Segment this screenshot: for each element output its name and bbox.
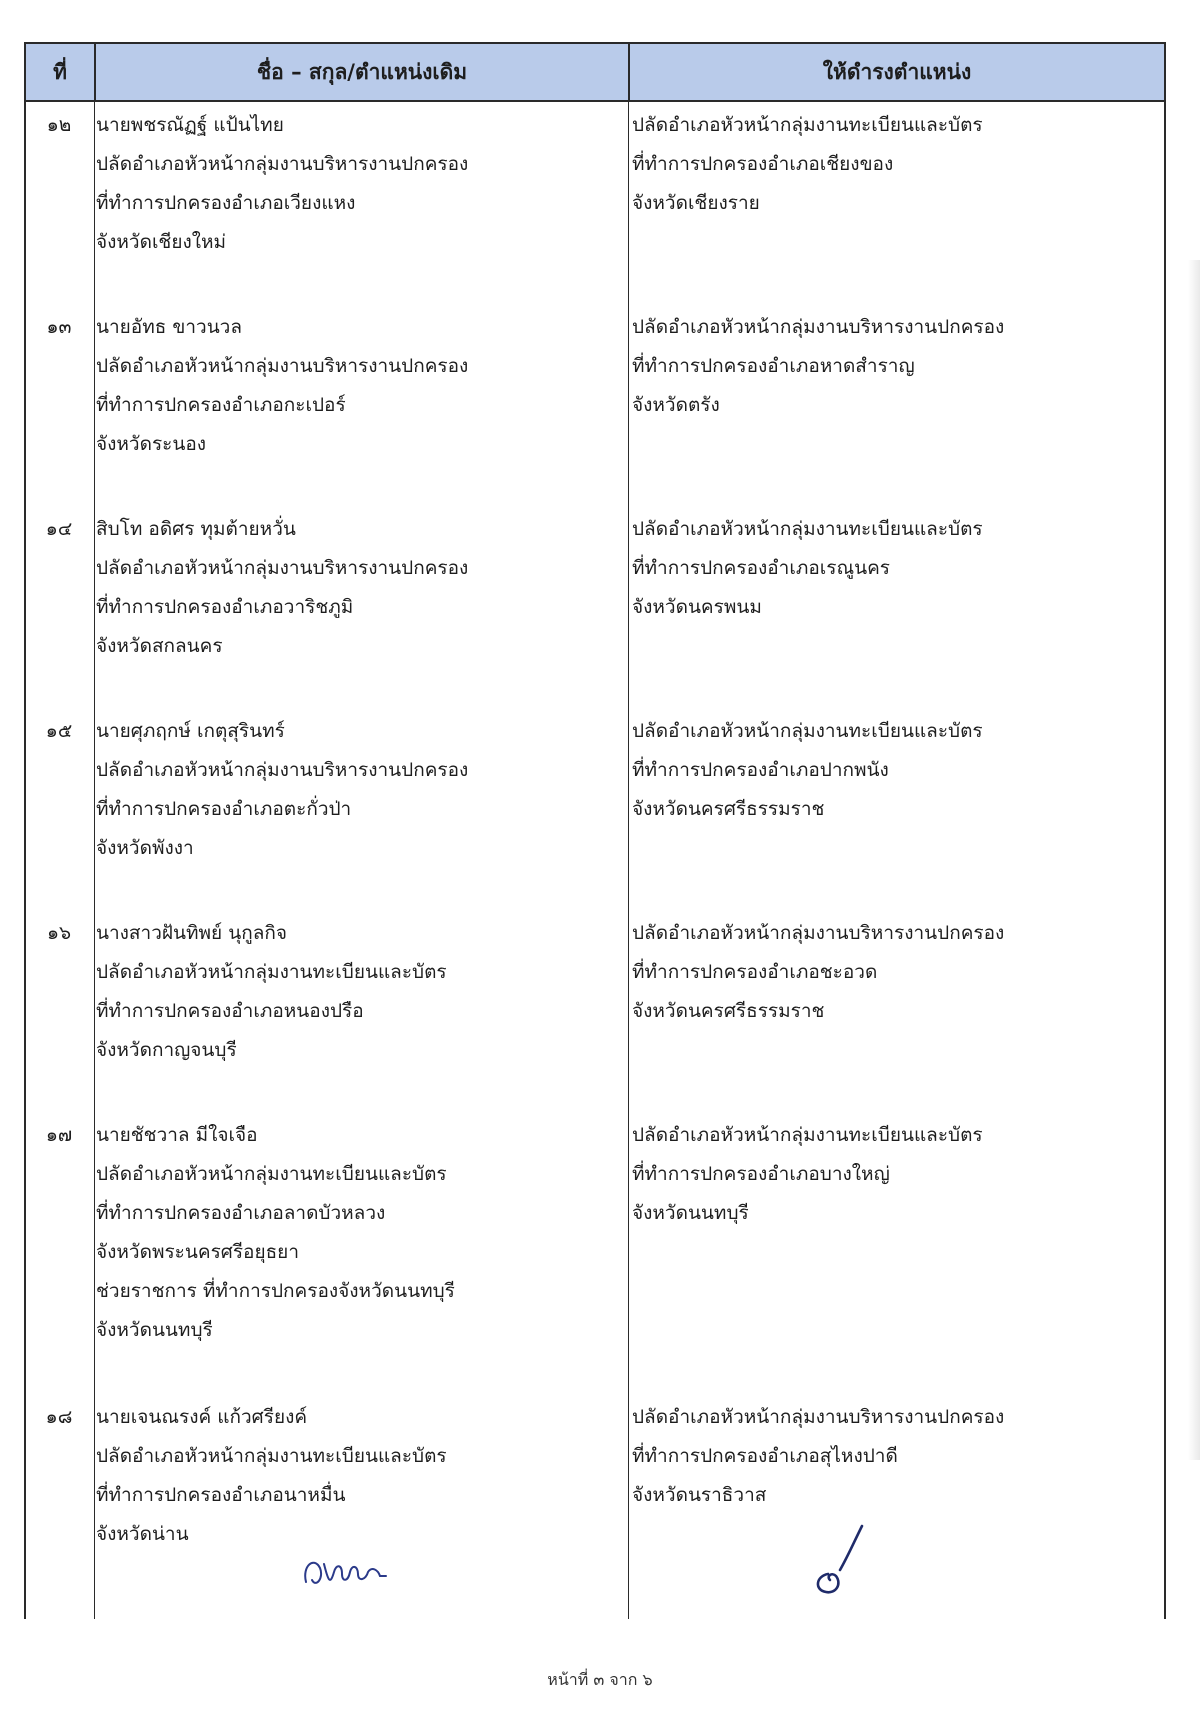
row-number: ๑๖ [46, 922, 72, 944]
new-position-line: จังหวัดนครศรีธรรมราช [632, 1000, 825, 1022]
old-position-line: จังหวัดพระนครศรีอยุธยา [96, 1241, 299, 1263]
old-position-cell [96, 914, 616, 1070]
old-position-line: จังหวัดพังงา [96, 837, 194, 859]
row-number: ๑๕ [45, 720, 73, 742]
new-position-cell [632, 914, 1162, 1031]
new-position-line: ปลัดอำเภอหัวหน้ากลุ่มงานทะเบียนและบัตร [632, 518, 983, 540]
person-name: นายชัชวาล มีใจเจือ [96, 1124, 258, 1146]
document-table [24, 42, 1166, 1619]
new-position-line: ปลัดอำเภอหัวหน้ากลุ่มงานทะเบียนและบัตร [632, 720, 983, 742]
new-position-cell [632, 712, 1162, 829]
row-number: ๑๔ [45, 518, 73, 540]
new-position-line: จังหวัดนนทบุรี [632, 1202, 749, 1224]
old-position-line: ปลัดอำเภอหัวหน้ากลุ่มงานทะเบียนและบัตร [96, 961, 447, 983]
old-position-line: ที่ทำการปกครองอำเภอนาหมื่น [96, 1484, 346, 1506]
old-position-line: ปลัดอำเภอหัวหน้ากลุ่มงานทะเบียนและบัตร [96, 1163, 447, 1185]
old-position-line: ปลัดอำเภอหัวหน้ากลุ่มงานบริหารงานปกครอง [96, 355, 469, 377]
old-position-line: ที่ทำการปกครองอำเภอลาดบัวหลวง [96, 1202, 386, 1224]
old-position-line: ปลัดอำเภอหัวหน้ากลุ่มงานบริหารงานปกครอง [96, 557, 469, 579]
old-position-line: จังหวัดระนอง [96, 433, 207, 455]
person-name: นายพชรณัฏฐ์ แป้นไทย [96, 114, 284, 136]
old-position-line: จังหวัดเชียงใหม่ [96, 231, 227, 253]
header-new-position: ให้ดำรงตำแหน่ง [822, 59, 972, 84]
person-name: นายอัทธ ขาวนวล [96, 316, 242, 338]
old-position-line: ช่วยราชการ ที่ทำการปกครองจังหวัดนนทบุรี [96, 1280, 455, 1302]
person-name: นางสาวฝันทิพย์ นุกูลกิจ [96, 922, 287, 944]
row-number: ๑๓ [46, 316, 72, 338]
old-position-line: ที่ทำการปกครองอำเภอวาริชภูมิ [96, 596, 354, 618]
row-number: ๑๘ [45, 1406, 73, 1428]
new-position-line: ปลัดอำเภอหัวหน้ากลุ่มงานบริหารงานปกครอง [632, 922, 1005, 944]
old-position-cell [96, 106, 616, 262]
old-position-line: จังหวัดกาญจนบุรี [96, 1039, 237, 1061]
old-position-cell [96, 1116, 616, 1350]
old-position-line: ที่ทำการปกครองอำเภอเวียงแหง [96, 192, 356, 214]
page-edge-shadow [1188, 260, 1200, 1460]
old-position-line: ปลัดอำเภอหัวหน้ากลุ่มงานบริหารงานปกครอง [96, 153, 469, 175]
person-name: นายเจนณรงค์ แก้วศรียงค์ [96, 1406, 308, 1428]
old-position-line: ที่ทำการปกครองอำเภอกะเปอร์ [96, 394, 346, 416]
old-position-line: ปลัดอำเภอหัวหน้ากลุ่มงานบริหารงานปกครอง [96, 759, 469, 781]
new-position-line: ที่ทำการปกครองอำเภอหาดสำราญ [632, 355, 915, 377]
new-position-line: จังหวัดเชียงราย [632, 192, 760, 214]
old-position-line: จังหวัดน่าน [96, 1523, 189, 1545]
old-position-line: ปลัดอำเภอหัวหน้ากลุ่มงานทะเบียนและบัตร [96, 1445, 447, 1467]
table-divider-1 [94, 42, 95, 1619]
new-position-line: จังหวัดนครศรีธรรมราช [632, 798, 825, 820]
table-divider-2 [628, 42, 629, 1619]
new-position-line: ปลัดอำเภอหัวหน้ากลุ่มงานทะเบียนและบัตร [632, 114, 983, 136]
new-position-line: ที่ทำการปกครองอำเภอปากพนัง [632, 759, 889, 781]
new-position-line: ที่ทำการปกครองอำเภอบางใหญ่ [632, 1163, 890, 1185]
new-position-cell [632, 1398, 1162, 1515]
new-position-line: จังหวัดนครพนม [632, 596, 762, 618]
new-position-line: ปลัดอำเภอหัวหน้ากลุ่มงานบริหารงานปกครอง [632, 316, 1005, 338]
new-position-cell [632, 1116, 1162, 1233]
row-number: ๑๗ [45, 1124, 73, 1146]
table-header [24, 42, 1166, 102]
person-name: นายศุภฤกษ์ เกตุสุรินทร์ [96, 720, 285, 742]
row-number: ๑๒ [46, 114, 72, 136]
new-position-line: ที่ทำการปกครองอำเภอสุไหงปาดี [632, 1445, 898, 1467]
new-position-cell [632, 510, 1162, 627]
old-position-cell [96, 712, 616, 868]
old-position-line: ที่ทำการปกครองอำเภอตะกั่วป่า [96, 798, 352, 820]
new-position-line: ที่ทำการปกครองอำเภอเชียงของ [632, 153, 894, 175]
left-signature [294, 1542, 404, 1602]
new-position-line: จังหวัดตรัง [632, 394, 720, 416]
new-position-cell [632, 308, 1162, 425]
new-position-line: ที่ทำการปกครองอำเภอชะอวด [632, 961, 878, 983]
table-right-border [1164, 42, 1166, 1619]
old-position-cell [96, 1398, 616, 1554]
old-position-cell [96, 308, 616, 464]
new-position-line: ปลัดอำเภอหัวหน้ากลุ่มงานทะเบียนและบัตร [632, 1124, 983, 1146]
new-position-line: ที่ทำการปกครองอำเภอเรณูนคร [632, 557, 891, 579]
old-position-line: ที่ทำการปกครองอำเภอหนองปรือ [96, 1000, 364, 1022]
old-position-line: จังหวัดสกลนคร [96, 635, 223, 657]
page-number: หน้าที่ ๓ จาก ๖ [547, 1670, 653, 1689]
old-position-line: จังหวัดนนทบุรี [96, 1319, 213, 1341]
header-name-old-position: ชื่อ – สกุล/ตำแหน่งเดิม [256, 59, 468, 84]
new-position-line: จังหวัดนราธิวาส [632, 1484, 767, 1506]
new-position-cell [632, 106, 1162, 223]
new-position-line: ปลัดอำเภอหัวหน้ากลุ่มงานบริหารงานปกครอง [632, 1406, 1005, 1428]
old-position-cell [96, 510, 616, 666]
right-signature [804, 1518, 894, 1598]
person-name: สิบโท อดิศร ทุมต้ายหวั่น [96, 518, 296, 540]
table-left-border [24, 42, 26, 1619]
header-no: ที่ [53, 59, 67, 84]
